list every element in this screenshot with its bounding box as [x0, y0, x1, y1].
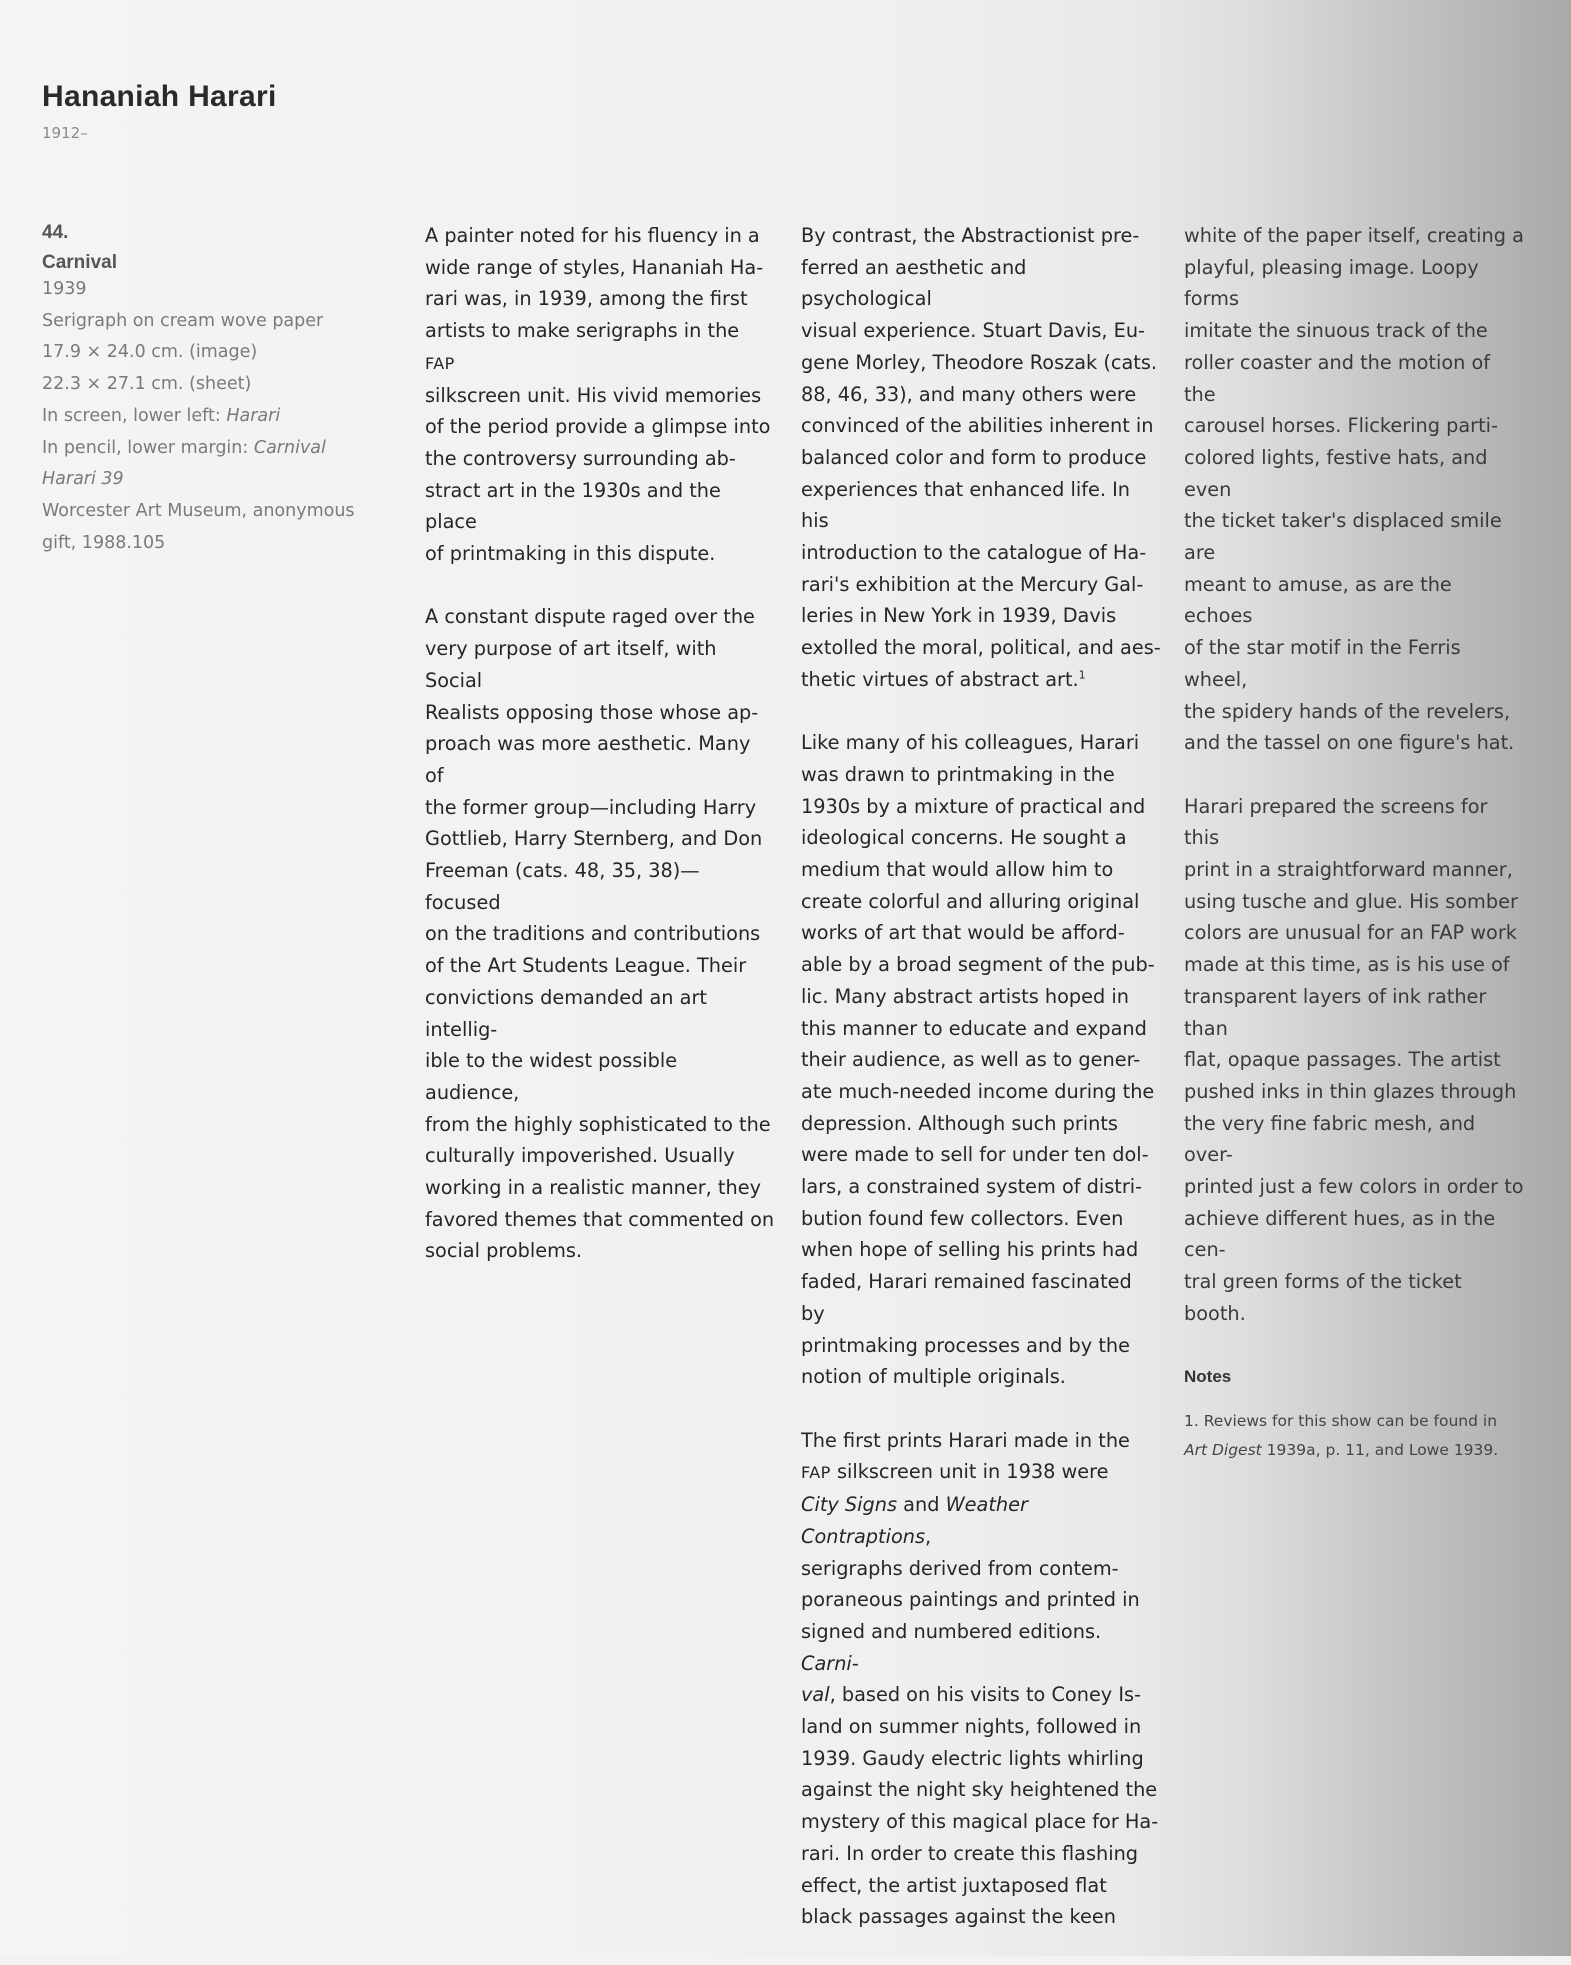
text-line: effect, the artist juxtaposed flat: [801, 1873, 1107, 1897]
text-line: on the traditions and contributions: [425, 922, 761, 946]
text-line: print in a straightforward manner,: [1184, 858, 1513, 882]
text-line: 1930s by a mixture of practical and: [801, 794, 1146, 818]
text-line: leries in New York in 1939, Davis: [801, 604, 1117, 628]
text-line: depression. Although such prints: [801, 1111, 1118, 1135]
text-column-2: [801, 220, 1161, 1965]
text-line: visual experience. Stuart Davis, Eu-: [801, 319, 1146, 343]
text-line: faded, Harari remained fascinated by: [801, 1270, 1132, 1325]
inscription-pencil: [42, 433, 402, 465]
text-line: stract art in the 1930s and the place: [425, 478, 721, 534]
text-line: artists to make serigraphs in the: [425, 319, 740, 343]
text-line: rari. In order to create this flashing: [801, 1841, 1139, 1865]
text-line: 88, 46, 33), and many others were: [801, 382, 1137, 406]
inscription-screen: [42, 401, 402, 433]
text-line: printmaking processes and by the: [801, 1333, 1130, 1357]
text-line: bution found few collectors. Even: [801, 1206, 1124, 1230]
paragraph: [425, 601, 775, 1267]
dimensions-sheet: 22.3 × 27.1 cm. (sheet): [42, 374, 252, 395]
text-line: serigraphs derived from contem-: [801, 1556, 1119, 1580]
text-line: thetic virtues of abstract art.: [801, 667, 1079, 691]
text-line: gene Morley, Theodore Roszak (cats.: [801, 350, 1158, 374]
artwork-reference: val: [801, 1683, 830, 1707]
text-line: ate much-needed income during the: [801, 1079, 1155, 1103]
text-line: wide range of styles, Hananiah Ha-: [425, 255, 764, 279]
text-line: of the period provide a glimpse into: [425, 415, 771, 439]
text-line: ideological concerns. He sought a: [801, 826, 1127, 850]
text-line: rari's exhibition at the Mercury Gal-: [801, 572, 1144, 596]
text-line: silkscreen unit. His vivid memories: [425, 383, 762, 407]
text-line: extolled the moral, political, and aes-: [801, 636, 1161, 660]
text-line: Realists opposing those whose ap-: [425, 700, 759, 724]
text-line: this manner to educate and expand: [801, 1016, 1147, 1040]
inscription-screen-text: Harari: [226, 405, 281, 426]
text-line: land on summer nights, followed in: [801, 1715, 1142, 1739]
collection-credit: Worcester Art Museum, anonymous: [42, 500, 355, 521]
artist-dates: 1912–: [42, 124, 88, 142]
text-line: Gottlieb, Harry Sternberg, and Don: [425, 827, 763, 851]
text-line: playful, pleasing image. Loopy forms: [1184, 255, 1479, 311]
text-line: balanced color and form to produce: [801, 445, 1147, 469]
text-line: achieve different hues, as in the cen-: [1184, 1206, 1496, 1262]
artwork-year: 1939: [42, 279, 87, 299]
text-line: the spidery hands of the revelers,: [1184, 699, 1511, 723]
text-line: against the night sky heightened the: [801, 1778, 1158, 1802]
text-line: A painter noted for his fluency in a: [425, 224, 760, 247]
text-line: of the star motif in the Ferris wheel,: [1184, 636, 1461, 691]
footnote-text: 1939a, p. 11, and Lowe 1939.: [1261, 1440, 1499, 1459]
text-column-1: [425, 220, 775, 1299]
footnote: [1184, 1407, 1524, 1465]
text-column-3: [1184, 220, 1524, 1465]
inscription-pencil-line2: [42, 464, 402, 496]
text-line: and: [897, 1493, 946, 1517]
text-line: using tusche and glue. His somber: [1184, 889, 1518, 913]
text-line: when hope of selling his prints had: [801, 1238, 1139, 1262]
text-line: social problems.: [425, 1239, 583, 1263]
text-line: By contrast, the Abstractionist pre-: [801, 224, 1140, 247]
text-line: poraneous paintings and printed in: [801, 1588, 1140, 1612]
text-line: roller coaster and the motion of the: [1184, 350, 1491, 406]
text-line: of the Art Students League. Their: [425, 954, 747, 978]
text-line: black passages against the keen: [801, 1905, 1116, 1929]
artist-header: [42, 80, 277, 142]
inscription-pencil-text-2: Harari 39: [42, 469, 124, 490]
text-line: colors are unusual for an FAP work: [1184, 921, 1517, 945]
text-line: Harari prepared the screens for this: [1184, 794, 1488, 850]
footnote-reference: 1: [1078, 668, 1086, 682]
text-line: The first prints Harari made in the: [801, 1428, 1130, 1452]
fap-abbreviation: FAP: [801, 1463, 831, 1483]
text-line: convinced of the abilities inherent in: [801, 414, 1154, 438]
artwork-title: Carnival: [42, 252, 117, 273]
text-line: the ticket taker's displaced smile are: [1184, 509, 1502, 565]
artwork-reference: Weather Contraptions: [801, 1493, 1028, 1548]
text-line: ,: [925, 1524, 932, 1548]
text-line: pushed inks in thin glazes through: [1184, 1079, 1517, 1103]
journal-title: Art Digest: [1184, 1440, 1262, 1459]
text-line: Freeman (cats. 48, 35, 38)—focused: [425, 859, 700, 914]
text-line: experiences that enhanced life. In his: [801, 477, 1131, 533]
text-line: create colorful and alluring original: [801, 889, 1140, 913]
catalogue-entry: [42, 222, 402, 559]
paragraph: [801, 220, 1161, 696]
text-line: meant to amuse, as are the echoes: [1184, 572, 1452, 628]
text-line: able by a broad segment of the pub-: [801, 953, 1155, 977]
text-line: was drawn to printmaking in the: [801, 762, 1115, 786]
text-line: working in a realistic manner, they: [425, 1176, 761, 1200]
text-line: lic. Many abstract artists hoped in: [801, 984, 1129, 1008]
text-line: transparent layers of ink rather than: [1184, 984, 1487, 1040]
text-line: lars, a constrained system of distri-: [801, 1175, 1143, 1199]
text-line: signed and numbered editions.: [801, 1619, 1102, 1643]
text-line: colored lights, festive hats, and even: [1184, 445, 1488, 501]
text-line: works of art that would be afford-: [801, 921, 1125, 945]
text-line: ible to the widest possible audience,: [425, 1049, 678, 1104]
footnote-text: 1. Reviews for this show can be found in: [1184, 1411, 1498, 1430]
text-line: of printmaking in this dispute.: [425, 542, 716, 566]
text-line: A constant dispute raged over the: [425, 605, 755, 629]
text-line: tral green forms of the ticket booth.: [1184, 1270, 1462, 1325]
artwork-medium: Serigraph on cream wove paper: [42, 310, 324, 331]
text-line: flat, opaque passages. The artist: [1184, 1048, 1501, 1072]
text-line: imitate the sinuous track of the: [1184, 319, 1488, 343]
text-line: convictions demanded an art intellig-: [425, 985, 707, 1041]
text-line: were made to sell for under ten dol-: [801, 1143, 1149, 1167]
text-line: introduction to the catalogue of Ha-: [801, 541, 1147, 565]
text-line: rari was, in 1939, among the first: [425, 287, 748, 311]
text-line: proach was more aesthetic. Many of: [425, 732, 751, 787]
inscription-pencil-text: Carnival: [253, 437, 326, 458]
inscription-pencil-label: In pencil, lower margin:: [42, 437, 249, 458]
text-line: medium that would allow him to: [801, 858, 1114, 882]
artwork-reference: Carni-: [801, 1651, 859, 1675]
text-line: and the tassel on one figure's hat.: [1184, 731, 1515, 755]
paragraph: [1184, 791, 1524, 1330]
text-line: very purpose of art itself, with Social: [425, 637, 717, 692]
text-line: the very fine fabric mesh, and over-: [1184, 1111, 1476, 1167]
text-line: ferred an aesthetic and psychological: [801, 255, 1027, 311]
notes-heading: Notes: [1184, 1367, 1232, 1387]
text-line: white of the paper itself, creating a: [1184, 224, 1524, 247]
text-line: the former group—including Harry: [425, 795, 757, 819]
text-line: favored themes that commented on: [425, 1207, 775, 1231]
text-line: mystery of this magical place for Ha-: [801, 1810, 1159, 1834]
text-line: notion of multiple originals.: [801, 1365, 1066, 1389]
text-line: carousel horses. Flickering parti-: [1184, 414, 1498, 438]
text-line: their audience, as well as to gener-: [801, 1048, 1141, 1072]
text-line: 1939. Gaudy electric lights whirling: [801, 1746, 1144, 1770]
paragraph: [801, 1425, 1161, 1933]
artist-name: Hananiah Harari: [42, 80, 277, 113]
dimensions-image: 17.9 × 24.0 cm. (image): [42, 342, 258, 363]
fap-abbreviation: FAP: [425, 353, 455, 373]
paragraph: [1184, 220, 1524, 759]
text-line: from the highly sophisticated to the: [425, 1112, 771, 1136]
text-line: printed just a few colors in order to: [1184, 1175, 1524, 1199]
text-line: Like many of his colleagues, Harari: [801, 731, 1140, 755]
paragraph: [425, 220, 775, 570]
inscription-screen-label: In screen, lower left:: [42, 405, 221, 426]
text-line: culturally impoverished. Usually: [425, 1144, 735, 1168]
text-line: silkscreen unit in 1938 were: [830, 1460, 1109, 1484]
text-line: the controversy surrounding ab-: [425, 446, 736, 470]
catalogue-number: 44.: [42, 222, 69, 243]
paragraph: [801, 727, 1161, 1393]
text-line: , based on his visits to Coney Is-: [829, 1683, 1142, 1707]
collection-accession: gift, 1988.105: [42, 532, 166, 553]
text-line: made at this time, as is his use of: [1184, 953, 1510, 977]
artwork-reference: City Signs: [801, 1493, 898, 1517]
